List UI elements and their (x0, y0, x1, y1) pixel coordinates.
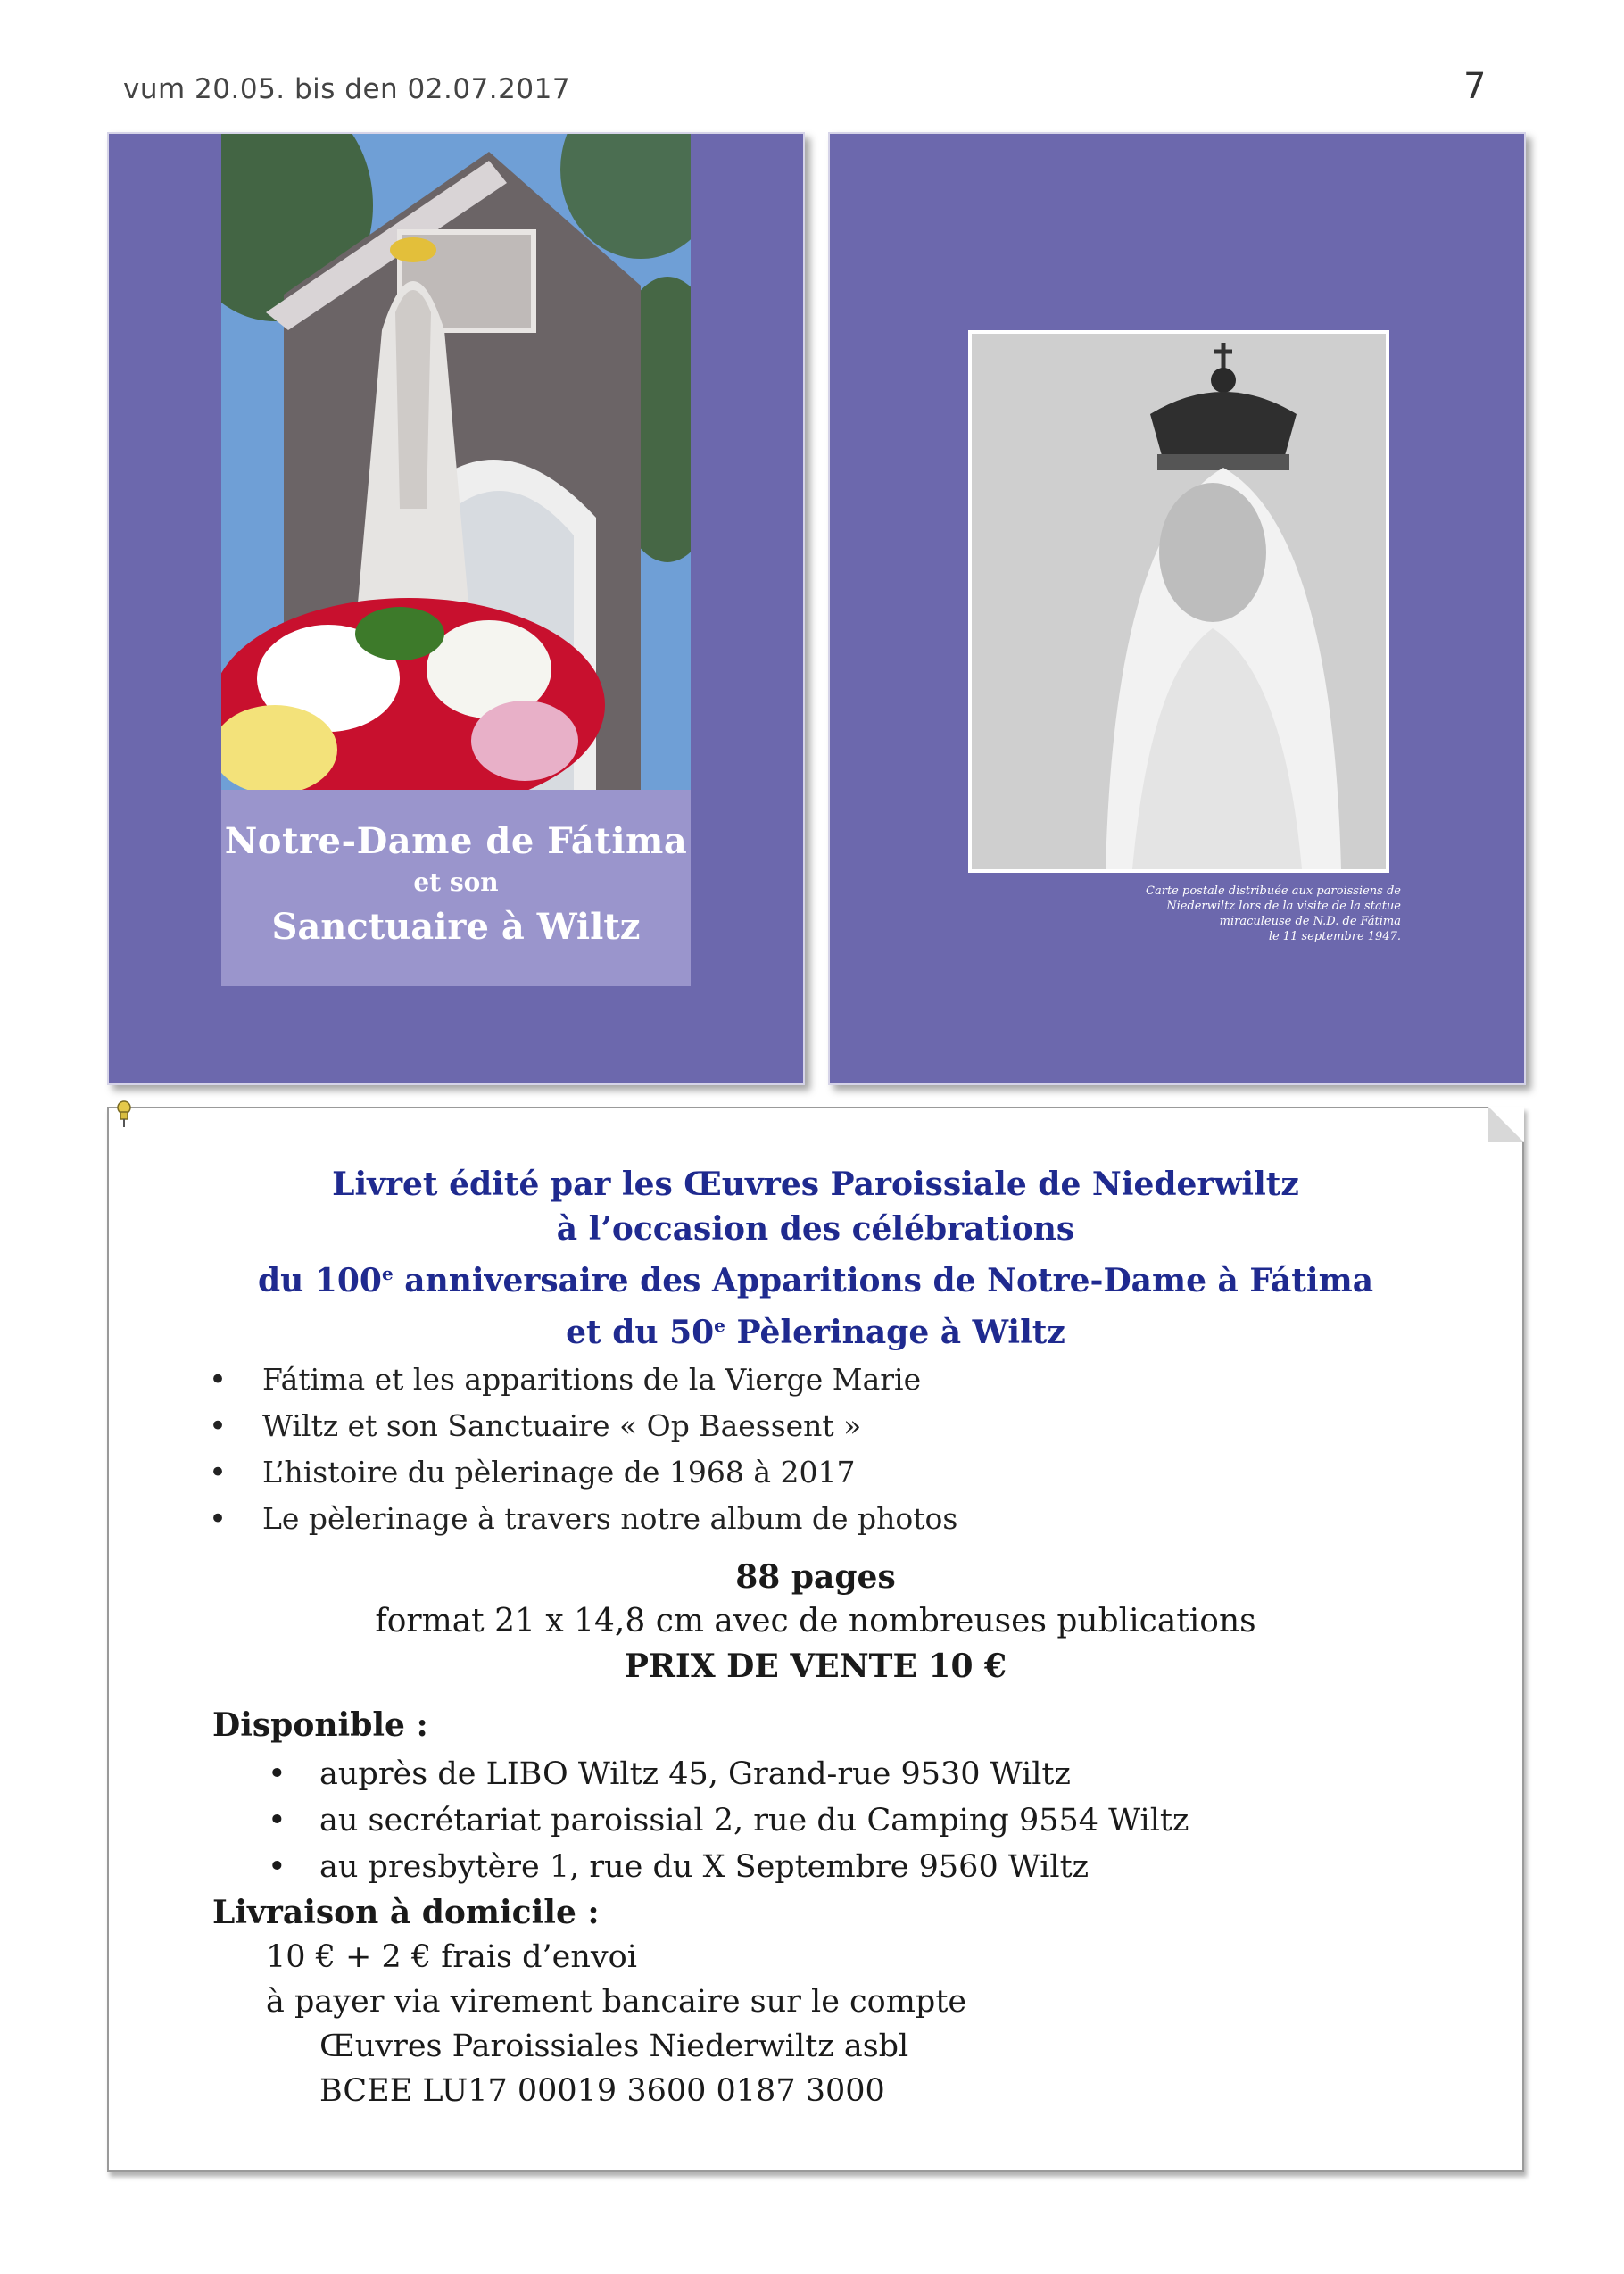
back-cover-photo (968, 330, 1389, 873)
heading-line-3 (109, 1251, 1522, 1303)
madonna-portrait-illustration (972, 334, 1386, 869)
back-caption-line-3: miraculeuse de N.D. de Fátima (1219, 915, 1401, 928)
page-curl-corner (1488, 1107, 1524, 1142)
available-label: Disponible : (212, 1706, 428, 1744)
list-item: • auprès de LIBO Wiltz 45, Grand-rue 9530 Wiltz (109, 1751, 1522, 1797)
back-caption-line-2: Niederwiltz lors de la visite de la statue (1166, 900, 1401, 913)
list-item: • Le pèlerinage à travers notre album de photos (109, 1496, 1522, 1542)
delivery-label: Livraison à domicile : (212, 1894, 600, 1931)
front-cover-photo (221, 134, 691, 790)
locations-list (109, 1751, 1522, 1890)
list-item: • Wiltz et son Sanctuaire « Op Baessent » (109, 1403, 1522, 1449)
heading-line-3-sup: e (381, 1263, 394, 1284)
account-number: BCEE LU17 00019 3600 0187 3000 (319, 2073, 885, 2109)
pushpin-icon (114, 1100, 134, 1128)
booklet-details (109, 1555, 1522, 1689)
front-cover-title-line-2: et son (413, 867, 499, 897)
header-date-range: vum 20.05. bis den 02.07.2017 (123, 73, 571, 105)
back-cover-caption (1044, 884, 1401, 944)
list-item: • au presbytère 1, rue du X Septembre 9560 Wiltz (109, 1844, 1522, 1890)
list-item: • Fátima et les apparitions de la Vierge Marie (109, 1357, 1522, 1403)
front-cover-image (107, 132, 805, 1085)
heading-line-1: Livret édité par les Œuvres Paroissiale de Niederwiltz (332, 1166, 1299, 1203)
heading-line-3-b: anniversaire des Apparitions de Notre-Dame à Fátima (393, 1262, 1374, 1299)
back-cover-image (828, 132, 1526, 1085)
sale-price: PRIX DE VENTE 10 € (624, 1647, 1007, 1685)
heading-line-4-sup: e (714, 1315, 725, 1336)
account-name: Œuvres Paroissiales Niederwiltz asbl (319, 2029, 909, 2064)
topics-list (109, 1357, 1522, 1542)
delivery-details (109, 1935, 1522, 2113)
heading-line-3-a: du 100 (257, 1262, 382, 1299)
list-item: • L’histoire du pèlerinage de 1968 à 2017 (109, 1449, 1522, 1496)
chapel-statue-illustration (221, 134, 691, 790)
info-box (107, 1107, 1524, 2172)
back-caption-line-1: Carte postale distribuée aux paroissiens de (1146, 884, 1401, 898)
page-count: 88 pages (735, 1558, 896, 1596)
page-number: 7 (1463, 66, 1487, 107)
heading-line-4-a: et du 50 (566, 1314, 715, 1351)
heading-line-4-b: Pèlerinage à Wiltz (725, 1314, 1065, 1351)
heading-line-2: à l’occasion des célébrations (556, 1210, 1075, 1248)
list-item: • au secrétariat paroissial 2, rue du Camping 9554 Wiltz (109, 1797, 1522, 1844)
booklet-format: format 21 x 14,8 cm avec de nombreuses publications (375, 1603, 1256, 1639)
delivery-cost: 10 € + 2 € frais d’envoi (266, 1939, 637, 1975)
booklet-heading (109, 1162, 1522, 1355)
back-caption-line-4: le 11 septembre 1947. (1268, 930, 1401, 943)
front-cover-title-line-3: Sanctuaire à Wiltz (271, 906, 641, 948)
front-cover-title-line-1: Notre-Dame de Fátima (224, 820, 688, 862)
heading-line-4 (109, 1303, 1522, 1355)
front-cover-title-panel (221, 790, 691, 986)
delivery-payment: à payer via virement bancaire sur le compte (266, 1984, 967, 2020)
